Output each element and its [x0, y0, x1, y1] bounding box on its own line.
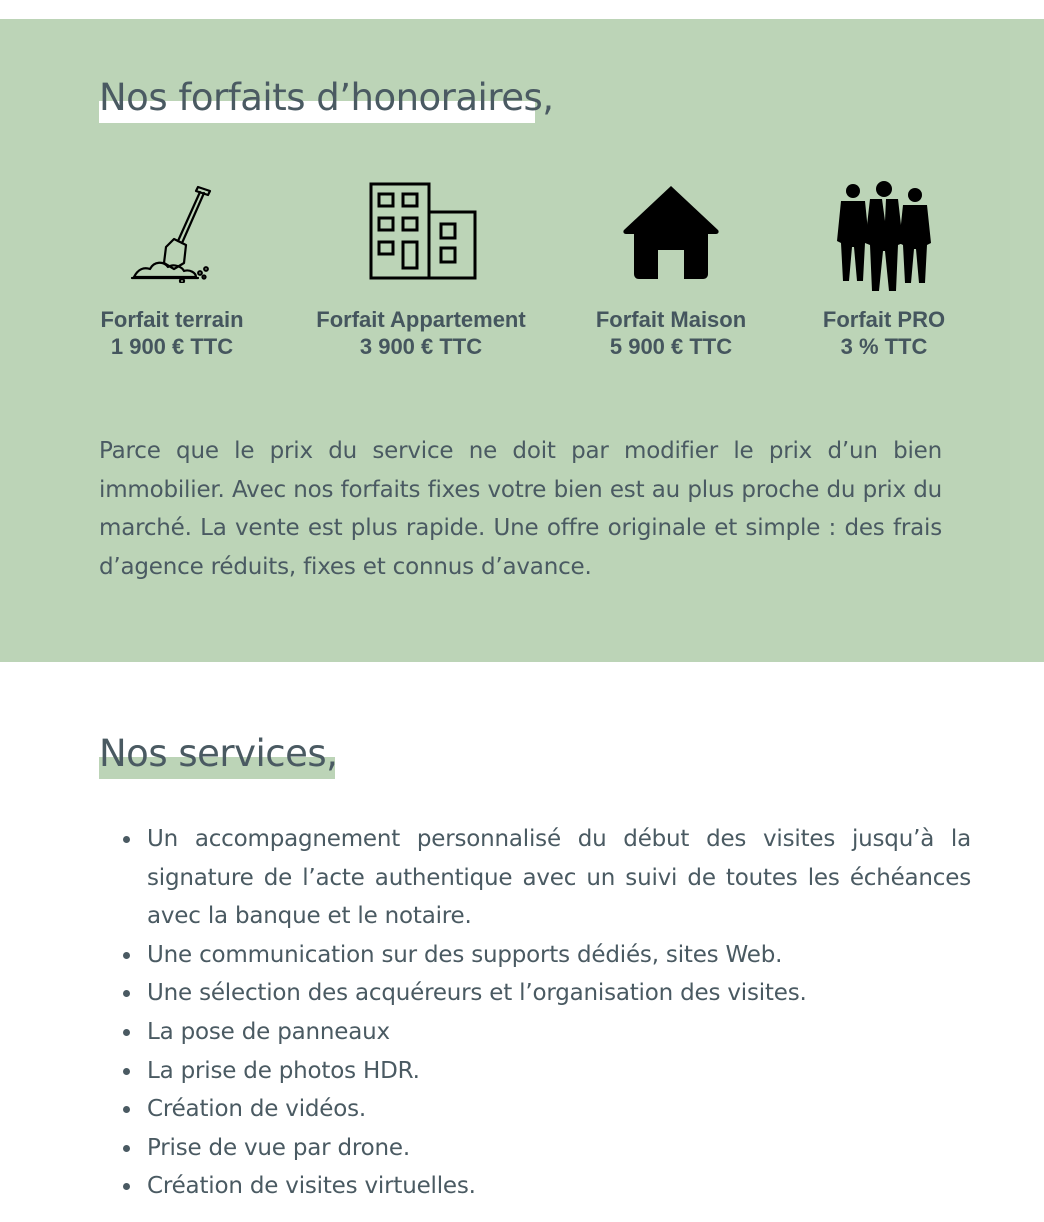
- service-item: Un accompagnement personnalisé du début des visites jusqu’à la signature de l’acte authentique avec un suivi de toutes les échéances avec la banque et le notaire.: [147, 820, 971, 936]
- services-heading: [99, 732, 338, 775]
- service-item: Une communication sur des supports dédiés, sites Web.: [147, 936, 971, 975]
- plan-price: 3 % TTC: [840, 334, 928, 359]
- building-icon: [369, 182, 477, 284]
- business-people-icon: [835, 181, 933, 297]
- plan-price: 5 900 € TTC: [609, 334, 733, 359]
- service-item: La pose de panneaux: [147, 1013, 971, 1052]
- pricing-heading: [99, 76, 554, 119]
- plan-name: Forfait Appartement: [316, 307, 526, 332]
- plan-name: Forfait PRO: [822, 307, 946, 332]
- plan-name: Forfait Maison: [595, 307, 747, 332]
- pricing-section: [0, 19, 1044, 662]
- services-heading-text: Nos services,: [99, 732, 338, 775]
- service-item: Création de vidéos.: [147, 1090, 971, 1129]
- shovel-icon: [130, 183, 214, 287]
- house-icon: [622, 184, 720, 284]
- service-item: Prise de vue par drone.: [147, 1129, 971, 1168]
- plan-price: 3 900 € TTC: [359, 334, 483, 359]
- plan-name: Forfait terrain: [100, 307, 244, 332]
- service-item: Création de visites virtuelles.: [147, 1167, 971, 1206]
- services-list: [99, 820, 971, 1206]
- plan-price: 1 900 € TTC: [110, 334, 234, 359]
- service-item: La prise de photos HDR.: [147, 1052, 971, 1091]
- service-item: Une sélection des acquéreurs et l’organisation des visites.: [147, 974, 971, 1013]
- pricing-intro: Parce que le prix du service ne doit par modifier le prix d’un bien immobilier. Avec nos forfaits fixes votre bien est au plus proche du prix du marché. La vente est plus rapide. Une offre originale et simple : des frais d’agence réduits, fixes et connus d’avance.: [99, 438, 942, 580]
- pricing-heading-text: Nos forfaits d’honoraires,: [99, 76, 554, 119]
